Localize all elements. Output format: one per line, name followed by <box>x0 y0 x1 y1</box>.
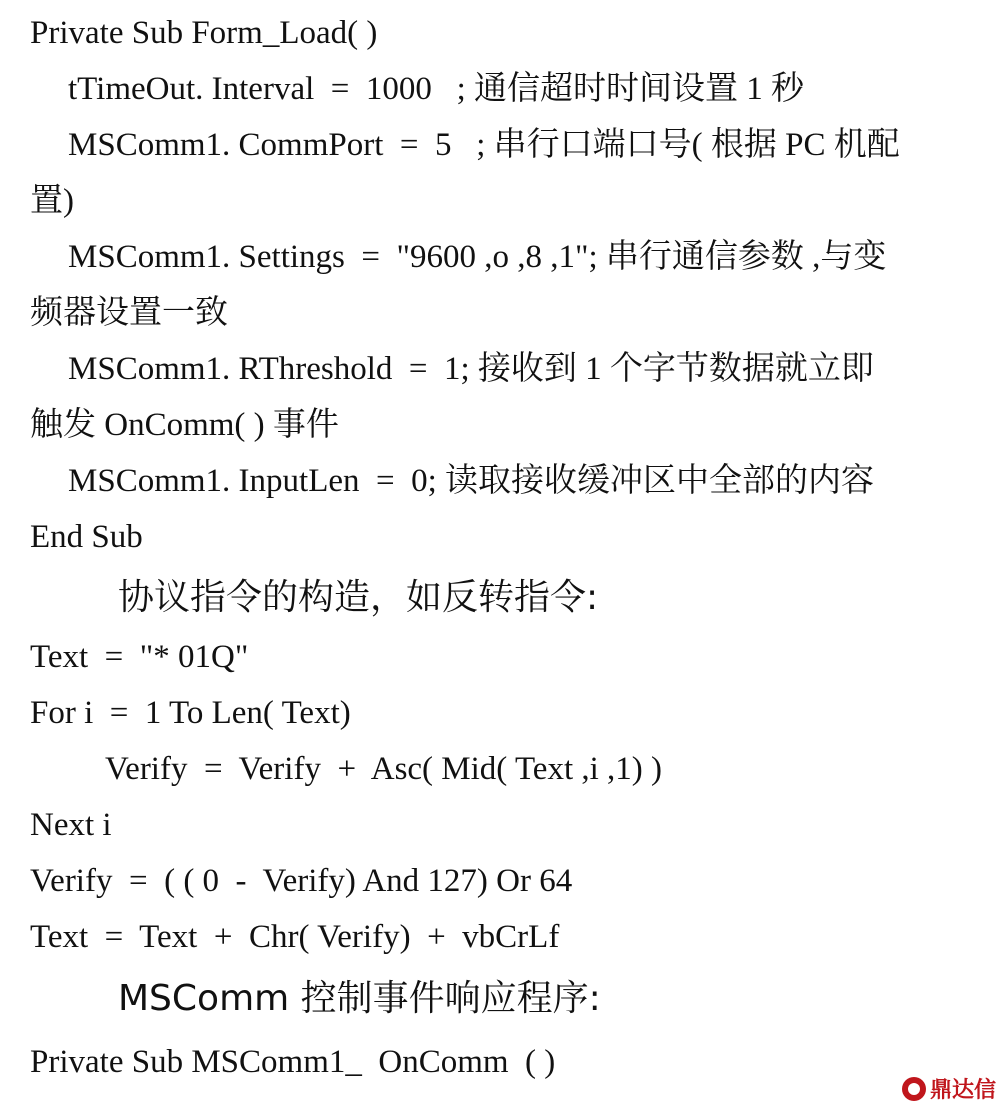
code-line: Private Sub MSComm1_ OnComm ( ) <box>30 1044 556 1080</box>
code-line-wrap: 触发 OnComm( ) 事件 <box>30 407 339 443</box>
code-line: Text = "* 01Q" <box>30 639 249 675</box>
code-line: MSComm1. Settings = "9600 ,o ,8 ,1"; 串行通信参数 ,与变 <box>68 239 887 275</box>
watermark-logo <box>902 1073 996 1104</box>
code-line: Verify = Verify + Asc( Mid( Text ,i ,1) ) <box>105 751 663 787</box>
code-line: End Sub <box>30 519 143 555</box>
watermark-text: 鼎达信 <box>929 1078 996 1103</box>
logo-icon <box>902 1077 926 1101</box>
section-heading: MSComm 控制事件响应程序: <box>118 978 601 1019</box>
code-line: Text = Text + Chr( Verify) + vbCrLf <box>30 919 560 955</box>
code-line: MSComm1. InputLen = 0; 读取接收缓冲区中全部的内容 <box>68 463 875 499</box>
code-line: Next i <box>30 807 112 843</box>
code-line: MSComm1. RThreshold = 1; 接收到 1 个字节数据就立即 <box>68 351 874 387</box>
code-line: tTimeOut. Interval = 1000 ; 通信超时时间设置 1 秒 <box>68 71 805 107</box>
code-line: MSComm1. CommPort = 5 ; 串行口端口号( 根据 PC 机配 <box>68 127 900 163</box>
code-line: For i = 1 To Len( Text) <box>30 695 351 731</box>
code-line: Verify = ( ( 0 - Verify) And 127) Or 64 <box>30 863 573 899</box>
code-line-wrap: 频器设置一致 <box>30 295 228 331</box>
code-line: Private Sub Form_Load( ) <box>30 15 378 51</box>
section-heading: 协议指令的构造，如反转指令: <box>118 577 599 618</box>
code-line-wrap: 置) <box>30 183 74 219</box>
